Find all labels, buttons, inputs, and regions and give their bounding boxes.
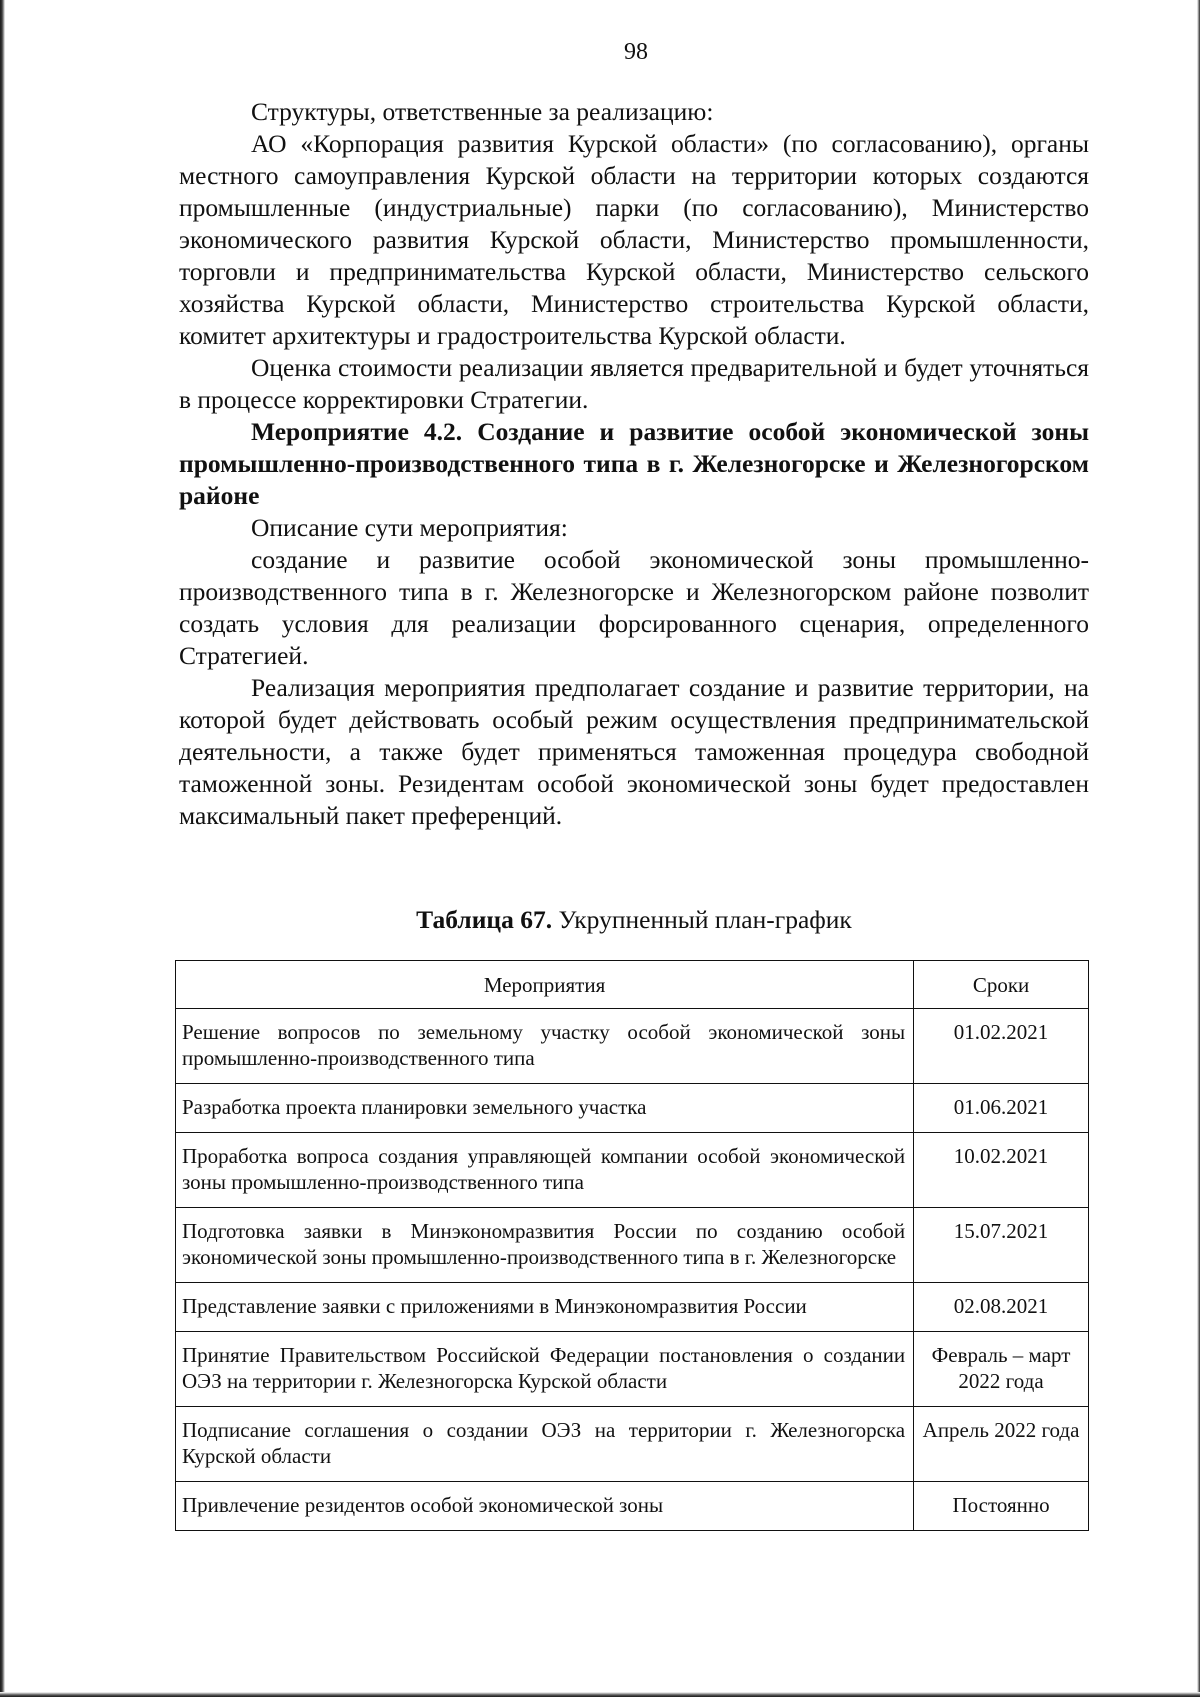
deadline-cell: 01.02.2021 <box>914 1009 1089 1084</box>
body-text <box>179 96 1089 832</box>
description-heading: Описание сути мероприятия: <box>251 513 568 542</box>
scan-bottom-edge <box>0 1692 1200 1697</box>
header-deadlines: Сроки <box>914 961 1089 1009</box>
deadline-cell: 10.02.2021 <box>914 1133 1089 1208</box>
table-header-row <box>176 961 1089 1009</box>
activity-cell: Проработка вопроса создания управляющей компании особой экономической зоны промышленно-производственного типа <box>176 1133 914 1208</box>
table-row <box>176 1084 1089 1133</box>
table-row <box>176 1407 1089 1482</box>
deadline-cell: 01.06.2021 <box>914 1084 1089 1133</box>
cost-estimate: Оценка стоимости реализации является предварительной и будет уточняться в процессе корректировки Стратегии. <box>179 353 1089 414</box>
page-number: 98 <box>624 39 648 65</box>
table-caption <box>179 904 1089 936</box>
table-row <box>176 1283 1089 1332</box>
measure-title: Мероприятие 4.2. Создание и развитие особой экономической зоны промышленно-производственного типа в г. Железногорске и Железногорском районе <box>179 417 1089 510</box>
description-text: создание и развитие особой экономической зоны промышленно-производственного типа в г. Железногорске и Железногорском районе позволит создать условия для реализации форсированного сценария, определенного Стратегией. <box>179 545 1089 670</box>
activity-cell: Разработка проекта планировки земельного участка <box>176 1084 914 1133</box>
implementation-text: Реализация мероприятия предполагает создание и развитие территории, на которой будет действовать особый режим осуществления предпринимательской деятельности, а также будет применяться таможенная процедура свободной таможенной зоны. Резидентам особой экономической зоны будет предоставлен максимальный пакет преференций. <box>179 673 1089 830</box>
scan-left-edge <box>0 0 5 1697</box>
deadline-cell: Февраль – март 2022 года <box>914 1332 1089 1407</box>
responsible-heading: Структуры, ответственные за реализацию: <box>251 97 714 126</box>
deadline-cell: Апрель 2022 года <box>914 1407 1089 1482</box>
table-row <box>176 1332 1089 1407</box>
deadline-cell: 02.08.2021 <box>914 1283 1089 1332</box>
header-activities: Мероприятия <box>176 961 914 1009</box>
schedule-table <box>175 960 1089 1531</box>
activity-cell: Привлечение резидентов особой экономической зоны <box>176 1482 914 1531</box>
table-row <box>176 1133 1089 1208</box>
activity-cell: Представление заявки с приложениями в Минэкономразвития России <box>176 1283 914 1332</box>
activity-cell: Решение вопросов по земельному участку особой экономической зоны промышленно-производственного типа <box>176 1009 914 1084</box>
activity-cell: Принятие Правительством Российской Федерации постановления о создании ОЭЗ на территории г. Железногорска Курской области <box>176 1332 914 1407</box>
deadline-cell: Постоянно <box>914 1482 1089 1531</box>
responsible-list: АО «Корпорация развития Курской области» (по согласованию), органы местного самоуправления Курской области на территории которых создаются промышленные (индустриальные) парки (по согласованию), Министерство экономического развития Курской области, Министерство промышленности, торговли и предпринимательства Курской области, Министерство сельского хозяйства Курской области, Министерство строительства Курской области, комитет архитектуры и градостроительства Курской области. <box>179 129 1089 350</box>
deadline-cell: 15.07.2021 <box>914 1208 1089 1283</box>
activity-cell: Подписание соглашения о создании ОЭЗ на территории г. Железногорска Курской области <box>176 1407 914 1482</box>
table-caption-number: Таблица 67. <box>416 905 553 934</box>
table-caption-title: Укрупненный план-график <box>552 905 852 934</box>
table-row <box>176 1009 1089 1084</box>
table-row <box>176 1482 1089 1531</box>
activity-cell: Подготовка заявки в Минэкономразвития России по созданию особой экономической зоны промышленно-производственного типа в г. Железногорске <box>176 1208 914 1283</box>
table-row <box>176 1208 1089 1283</box>
